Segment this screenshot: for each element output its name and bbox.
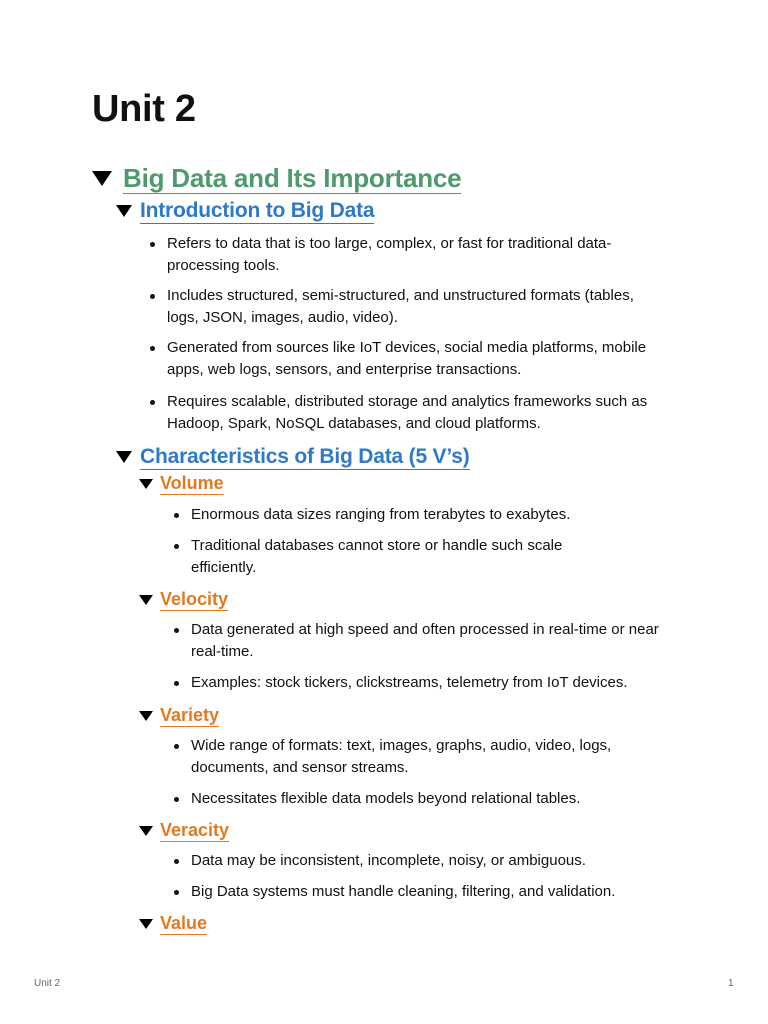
list-item: Refers to data that is too large, complex, or fast for traditional data-processing tools. bbox=[167, 233, 677, 277]
veracity-heading[interactable]: Veracity bbox=[160, 820, 230, 840]
triangle-down-icon[interactable] bbox=[116, 451, 132, 463]
list-item: Wide range of formats: text, images, graphs, audio, video, logs, documents, and sensor streams. bbox=[191, 735, 671, 779]
triangle-down-icon[interactable] bbox=[92, 171, 112, 186]
list-item: Examples: stock tickers, clickstreams, telemetry from IoT devices. bbox=[191, 672, 691, 694]
triangle-down-icon[interactable] bbox=[139, 595, 153, 605]
triangle-down-icon[interactable] bbox=[139, 826, 153, 836]
list-item: Data generated at high speed and often processed in real-time or near real-time. bbox=[191, 619, 681, 663]
characteristics-heading[interactable]: Characteristics of Big Data (5 V’s) bbox=[140, 445, 470, 468]
list-item: Requires scalable, distributed storage and analytics frameworks such as Hadoop, Spark, NoSQL databases, and cloud platforms. bbox=[167, 391, 687, 435]
list-item: Includes structured, semi-structured, and unstructured formats (tables, logs, JSON, images, audio, video). bbox=[167, 285, 647, 329]
value-heading[interactable]: Value bbox=[160, 913, 208, 933]
list-item: Traditional databases cannot store or handle such scale efficiently. bbox=[191, 535, 631, 579]
triangle-down-icon[interactable] bbox=[139, 919, 153, 929]
page-title: Unit 2 bbox=[92, 88, 196, 130]
list-item: Generated from sources like IoT devices, social media platforms, mobile apps, web logs, sensors, and enterprise transactions. bbox=[167, 337, 647, 381]
list-item: Big Data systems must handle cleaning, filtering, and validation. bbox=[191, 881, 691, 903]
intro-heading[interactable]: Introduction to Big Data bbox=[140, 199, 375, 222]
footer-page-number: 1 bbox=[728, 978, 734, 989]
section-heading[interactable]: Big Data and Its Importance bbox=[123, 163, 462, 193]
velocity-heading[interactable]: Velocity bbox=[160, 589, 229, 609]
list-item: Necessitates flexible data models beyond relational tables. bbox=[191, 788, 691, 810]
volume-heading[interactable]: Volume bbox=[160, 473, 224, 493]
triangle-down-icon[interactable] bbox=[139, 479, 153, 489]
triangle-down-icon[interactable] bbox=[139, 711, 153, 721]
footer-unit-label: Unit 2 bbox=[34, 978, 61, 989]
list-item: Enormous data sizes ranging from terabytes to exabytes. bbox=[191, 504, 681, 526]
list-item: Data may be inconsistent, incomplete, noisy, or ambiguous. bbox=[191, 850, 691, 872]
variety-heading[interactable]: Variety bbox=[160, 705, 220, 725]
triangle-down-icon[interactable] bbox=[116, 205, 132, 217]
